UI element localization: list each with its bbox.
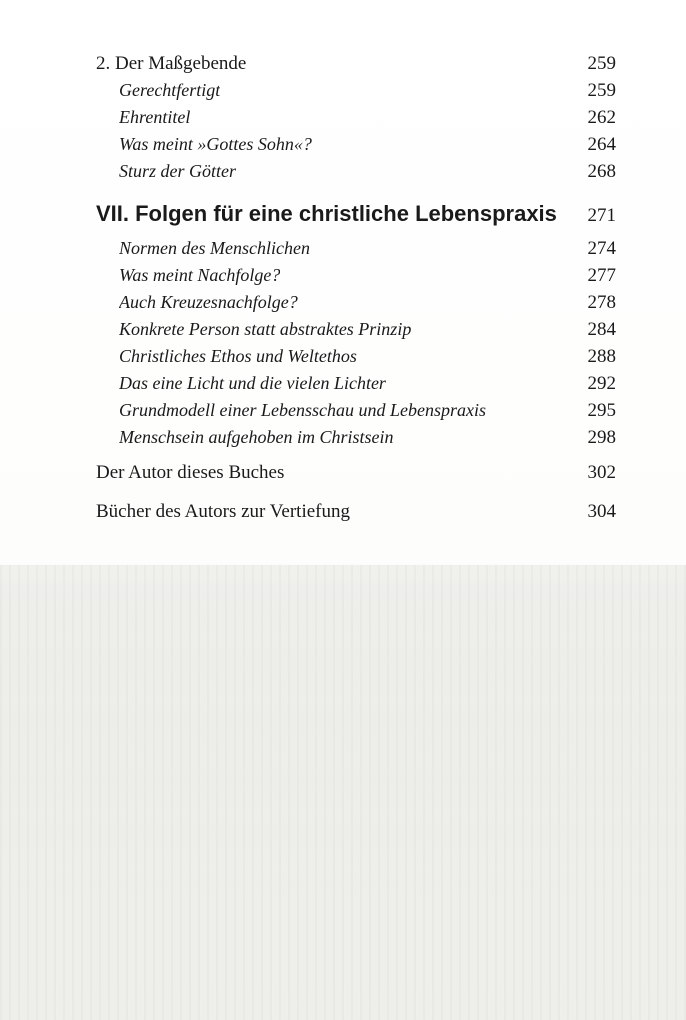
toc-subentry xyxy=(96,131,616,158)
toc-subentry-title: Sturz der Götter xyxy=(119,161,236,181)
toc-subentry-title: Normen des Menschlichen xyxy=(119,238,310,258)
toc-entry-title: 2. Der Maßgebende xyxy=(96,53,247,74)
toc-subentry xyxy=(96,343,616,370)
toc-subentry-title: Auch Kreuzesnachfolge? xyxy=(119,292,298,312)
toc-subentry-title: Was meint Nachfolge? xyxy=(119,265,281,285)
table-of-contents xyxy=(96,50,616,525)
toc-subentry-title: Ehrentitel xyxy=(119,107,191,127)
toc-subentry-page: 292 xyxy=(587,373,616,394)
chapter-title: VII. Folgen für eine christliche Lebenspraxis xyxy=(96,201,557,226)
toc-entry-page: 304 xyxy=(587,501,616,522)
toc-entry-page: 302 xyxy=(587,462,616,483)
toc-subentry xyxy=(96,370,616,397)
toc-subentry-page: 277 xyxy=(587,265,616,286)
toc-subentry xyxy=(96,158,616,185)
toc-entry-author xyxy=(96,459,616,486)
toc-entry-books xyxy=(96,498,616,525)
toc-subentry-title: Gerechtfertigt xyxy=(119,80,221,100)
toc-subentry-title: Konkrete Person statt abstraktes Prinzip xyxy=(119,319,412,339)
toc-entry-title: Bücher des Autors zur Vertiefung xyxy=(96,501,350,522)
toc-subentry-page: 262 xyxy=(587,107,616,128)
toc-subentry xyxy=(96,397,616,424)
toc-subentry-page: 264 xyxy=(587,134,616,155)
toc-subentry xyxy=(96,77,616,104)
toc-subentry xyxy=(96,424,616,451)
toc-subentry-page: 295 xyxy=(587,400,616,421)
toc-subentry-page: 274 xyxy=(587,238,616,259)
toc-subentry-page: 278 xyxy=(587,292,616,313)
toc-subentry xyxy=(96,316,616,343)
toc-subentry-page: 288 xyxy=(587,346,616,367)
toc-subentry xyxy=(96,235,616,262)
toc-subentry-page: 268 xyxy=(587,161,616,182)
chapter-page: 271 xyxy=(587,205,616,226)
toc-subentry-page: 298 xyxy=(587,427,616,448)
toc-subentry-page: 259 xyxy=(587,80,616,101)
toc-subentry-title: Christliches Ethos und Weltethos xyxy=(119,346,357,366)
toc-subentry-page: 284 xyxy=(587,319,616,340)
toc-entry-page: 259 xyxy=(587,53,616,74)
toc-subentry xyxy=(96,289,616,316)
toc-subentry-title: Das eine Licht und die vielen Lichter xyxy=(119,373,386,393)
toc-subentry xyxy=(96,104,616,131)
toc-entry-section-2 xyxy=(96,50,616,77)
toc-subentry-title: Menschsein aufgehoben im Christsein xyxy=(119,427,394,447)
show-through-area xyxy=(0,565,686,1020)
toc-entry-title: Der Autor dieses Buches xyxy=(96,462,285,483)
toc-subentry-title: Grundmodell einer Lebensschau und Lebenspraxis xyxy=(119,400,486,420)
toc-subentry-title: Was meint »Gottes Sohn«? xyxy=(119,134,312,154)
toc-subentry xyxy=(96,262,616,289)
toc-chapter-vii xyxy=(96,199,616,229)
